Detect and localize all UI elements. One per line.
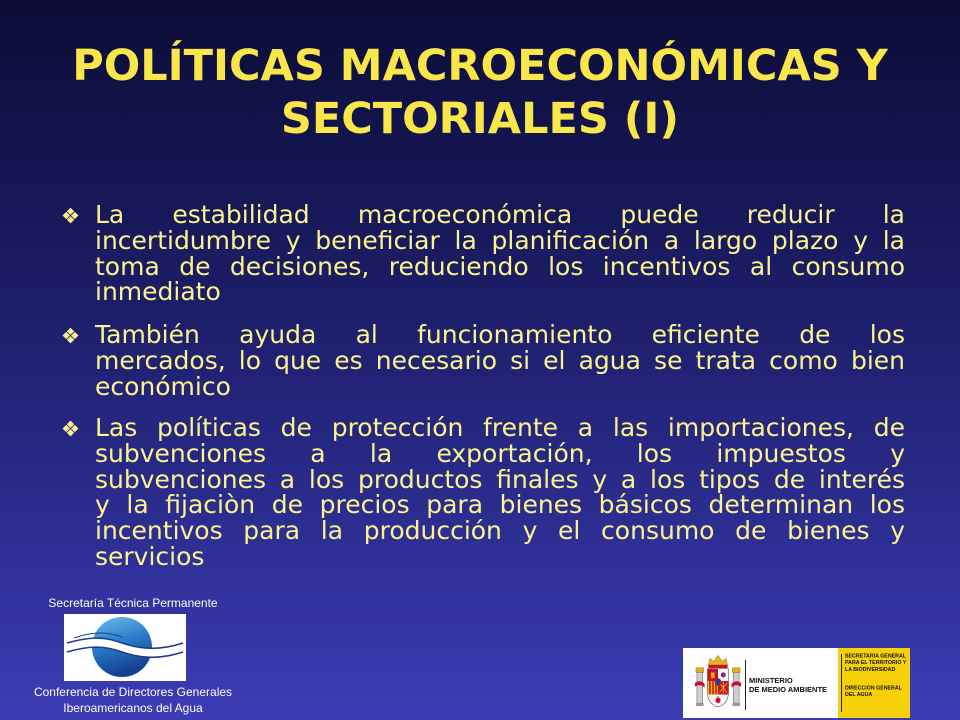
bullet-line: inmediato <box>95 277 221 307</box>
title-line: POLÍTICAS MACROECONÓMICAS Y <box>72 41 888 91</box>
organization-name <box>20 685 246 716</box>
diamond-bullet-icon-graphic <box>62 327 79 344</box>
ministry-name-line: DE MEDIO AMBIENTE <box>749 685 828 694</box>
bullet-item <box>95 322 905 399</box>
bullet-line: toma de decisiones, reduciendo los incentivos al consumo <box>95 251 905 281</box>
bullet-line: y la fijaciòn de precios para bienes básicos determinan los <box>95 490 905 520</box>
diamond-bullet-icon <box>62 207 79 224</box>
panel-divider <box>841 654 842 712</box>
bullet-item <box>95 202 905 305</box>
secretariat-line: PARA EL TERRITORIO Y <box>845 659 907 666</box>
spanish-coat-of-arms-icon <box>695 653 741 713</box>
title-line: SECTORIALES (I) <box>280 94 680 144</box>
bullet-line: También ayuda al funcionamiento eficiente de los <box>95 320 905 349</box>
diamond-bullet-icon <box>62 327 79 344</box>
diamond-bullet-icon-graphic <box>62 207 79 224</box>
ministry-name <box>749 676 827 694</box>
diamond-bullet-icon-graphic <box>62 420 79 437</box>
secretariat-line: SECRETARÍA GENERAL <box>845 653 907 659</box>
bullet-line: subvenciones a la exportación, los impuestos y <box>95 438 905 468</box>
water-wave-circle-logo-graphic <box>64 614 186 681</box>
bullet-line: incertidumbre y beneficiar la planificación a largo plazo y la <box>95 225 905 255</box>
bullet-line: económico <box>95 371 231 401</box>
bullet-line: subvenciones a los productos finales y a los tipos de interés <box>95 464 905 494</box>
emblem-center-oval <box>715 679 721 686</box>
organization-name-line: Conferencia de Directores Generales <box>33 685 233 699</box>
directorate-name <box>845 685 902 698</box>
bullet-line: incentivos para la producción y el consumo de bienes y <box>95 516 905 546</box>
organization-name-line: Iberoamericanos del Agua <box>63 700 203 715</box>
bullet-item <box>95 415 905 570</box>
ministry-department-panel <box>838 648 910 718</box>
secretariat-line: LA BIODIVERSIDAD <box>845 666 896 673</box>
ministry-name-line: MINISTERIO <box>749 676 793 685</box>
ministry-divider <box>745 660 746 710</box>
organization-header-text: Secretaría Técnica Permanente <box>48 596 218 610</box>
emblem-crown-band <box>708 665 727 668</box>
slide-title <box>0 40 960 146</box>
emblem-pillar-right-base <box>732 703 740 706</box>
ministry-logo <box>683 648 910 718</box>
secretariat-name <box>845 653 906 673</box>
emblem-pillar-right-cap <box>732 668 740 673</box>
emblem-pillar-right <box>733 672 739 703</box>
bullet-line: servicios <box>95 541 205 571</box>
emblem-crown <box>708 655 727 666</box>
emblem-pillar-left-cap <box>696 668 704 673</box>
water-wave-circle-logo <box>64 614 186 681</box>
directorate-line: DIRECCIÓN GENERAL <box>845 685 902 691</box>
diamond-bullet-icon <box>62 420 79 437</box>
directorate-line: DEL AGUA <box>845 691 873 698</box>
bullet-line: La estabilidad macroeconómica puede reducir la <box>95 200 905 229</box>
emblem-pillar-left <box>697 672 703 703</box>
bullet-line: mercados, lo que es necesario si el agua se trata como bien <box>95 345 905 375</box>
coat-of-arms-graphic <box>695 653 741 713</box>
emblem-pillar-left-base <box>696 703 704 706</box>
bullet-line: Las políticas de protección frente a las importaciones, de <box>95 413 905 442</box>
